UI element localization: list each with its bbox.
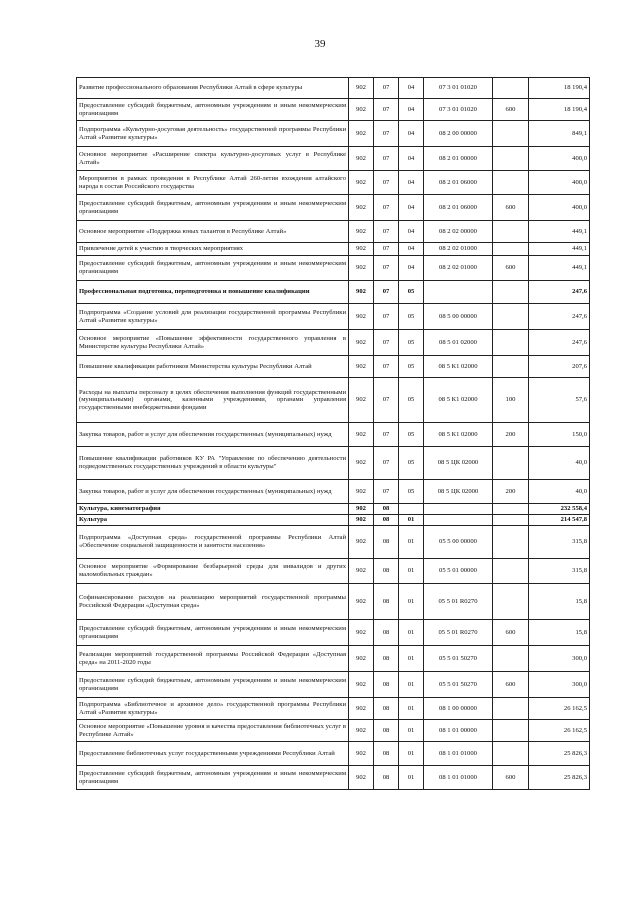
row-expense-type-cell — [493, 698, 529, 720]
row-subsection-cell: 04 — [399, 256, 424, 281]
row-subsection-cell: 01 — [399, 515, 424, 526]
row-subsection-cell: 01 — [399, 646, 424, 672]
row-section-cell: 07 — [374, 356, 399, 378]
row-amount-cell: 315,8 — [529, 526, 590, 559]
table-row — [77, 559, 590, 584]
row-subsection-cell: 04 — [399, 147, 424, 171]
table-row — [77, 256, 590, 281]
row-name-cell: Повышение квалификации работников Министерства культуры Республики Алтай — [77, 356, 349, 378]
row-target-article-cell: 08 5 01 02000 — [424, 330, 493, 356]
row-section-cell: 07 — [374, 147, 399, 171]
row-expense-type-cell — [493, 221, 529, 243]
row-subsection-cell: 04 — [399, 99, 424, 121]
row-section-cell: 08 — [374, 742, 399, 766]
row-target-article-cell: 07 3 01 01020 — [424, 99, 493, 121]
row-subsection-cell: 04 — [399, 195, 424, 221]
row-section-cell: 07 — [374, 78, 399, 99]
row-amount-cell: 449,1 — [529, 256, 590, 281]
table-row — [77, 121, 590, 147]
row-target-article-cell: 08 5 К1 02000 — [424, 356, 493, 378]
row-target-article-cell: 08 5 ЦК 02000 — [424, 447, 493, 480]
row-amount-cell: 315,8 — [529, 559, 590, 584]
row-grbs-cell: 902 — [349, 256, 374, 281]
row-expense-type-cell: 200 — [493, 423, 529, 447]
row-section-cell: 07 — [374, 423, 399, 447]
row-amount-cell: 849,1 — [529, 121, 590, 147]
row-amount-cell: 207,6 — [529, 356, 590, 378]
table-row — [77, 243, 590, 256]
table-row — [77, 504, 590, 515]
row-amount-cell: 40,0 — [529, 447, 590, 480]
page-number: 39 — [314, 38, 326, 50]
row-name-cell: Развитие профессионального образования Республики Алтай в сфере культуры — [77, 78, 349, 99]
row-target-article-cell: 08 1 01 01000 — [424, 742, 493, 766]
row-name-cell: Реализация мероприятий государственной программы Российской Федерации «Доступная среда» на 2011-2020 годы — [77, 646, 349, 672]
row-name-cell: Закупка товаров, работ и услуг для обеспечения государственных (муниципальных) нужд — [77, 423, 349, 447]
row-target-article-cell: 08 2 01 06000 — [424, 195, 493, 221]
row-target-article-cell: 08 1 01 00000 — [424, 720, 493, 742]
row-expense-type-cell — [493, 720, 529, 742]
row-subsection-cell: 05 — [399, 447, 424, 480]
row-grbs-cell: 902 — [349, 304, 374, 330]
row-expense-type-cell — [493, 559, 529, 584]
row-target-article-cell: 08 2 01 06000 — [424, 171, 493, 195]
row-grbs-cell: 902 — [349, 646, 374, 672]
row-subsection-cell: 04 — [399, 171, 424, 195]
table-row — [77, 195, 590, 221]
row-section-cell: 07 — [374, 221, 399, 243]
row-target-article-cell — [424, 504, 493, 515]
row-section-cell: 08 — [374, 766, 399, 790]
row-amount-cell: 25 826,3 — [529, 766, 590, 790]
row-grbs-cell: 902 — [349, 281, 374, 304]
table-row — [77, 480, 590, 504]
row-target-article-cell: 08 1 00 00000 — [424, 698, 493, 720]
row-name-cell: Подпрограмма «Доступная среда» государственной программы Республики Алтай «Обеспечение социальной защищенности и занятости населения» — [77, 526, 349, 559]
row-subsection-cell: 05 — [399, 281, 424, 304]
table-row — [77, 584, 590, 620]
row-name-cell: Закупка товаров, работ и услуг для обеспечения государственных (муниципальных) нужд — [77, 480, 349, 504]
row-subsection-cell: 01 — [399, 672, 424, 698]
row-expense-type-cell — [493, 171, 529, 195]
row-expense-type-cell: 600 — [493, 256, 529, 281]
row-subsection-cell: 01 — [399, 620, 424, 646]
row-amount-cell: 400,0 — [529, 195, 590, 221]
row-grbs-cell: 902 — [349, 742, 374, 766]
row-grbs-cell: 902 — [349, 171, 374, 195]
row-name-cell: Предоставление субсидий бюджетным, автономным учреждениям и иным некоммерческим организациям — [77, 99, 349, 121]
row-subsection-cell: 05 — [399, 423, 424, 447]
row-target-article-cell: 05 5 01 50270 — [424, 672, 493, 698]
row-grbs-cell: 902 — [349, 504, 374, 515]
row-grbs-cell: 902 — [349, 584, 374, 620]
row-target-article-cell — [424, 281, 493, 304]
row-amount-cell: 15,8 — [529, 620, 590, 646]
row-name-cell: Софинансирование расходов на реализацию мероприятий государственной программы Российской Федерации «Доступная среда» — [77, 584, 349, 620]
row-name-cell: Профессиональная подготовка, переподготовка и повышение квалификации — [77, 281, 349, 304]
row-expense-type-cell — [493, 330, 529, 356]
row-grbs-cell: 902 — [349, 559, 374, 584]
table-body — [77, 78, 590, 790]
row-grbs-cell: 902 — [349, 378, 374, 423]
row-grbs-cell: 902 — [349, 447, 374, 480]
table-row — [77, 330, 590, 356]
row-name-cell: Мероприятия в рамках проведения в Республике Алтай 260-летия вхождения алтайского народа в состав Российского государства — [77, 171, 349, 195]
row-amount-cell: 300,0 — [529, 646, 590, 672]
row-subsection-cell: 05 — [399, 480, 424, 504]
row-grbs-cell: 902 — [349, 99, 374, 121]
row-grbs-cell: 902 — [349, 698, 374, 720]
row-grbs-cell: 902 — [349, 620, 374, 646]
row-subsection-cell: 01 — [399, 559, 424, 584]
row-section-cell: 07 — [374, 243, 399, 256]
row-expense-type-cell — [493, 356, 529, 378]
row-expense-type-cell — [493, 584, 529, 620]
row-subsection-cell: 01 — [399, 584, 424, 620]
row-target-article-cell: 05 5 01 50270 — [424, 646, 493, 672]
row-target-article-cell: 08 2 02 00000 — [424, 221, 493, 243]
row-name-cell: Привлечение детей к участию в творческих мероприятиях — [77, 243, 349, 256]
row-expense-type-cell: 600 — [493, 672, 529, 698]
row-amount-cell: 26 162,5 — [529, 720, 590, 742]
table-row — [77, 766, 590, 790]
row-target-article-cell: 08 5 К1 02000 — [424, 423, 493, 447]
row-subsection-cell: 01 — [399, 766, 424, 790]
row-section-cell: 07 — [374, 378, 399, 423]
row-amount-cell: 400,0 — [529, 171, 590, 195]
row-amount-cell: 300,0 — [529, 672, 590, 698]
row-section-cell: 08 — [374, 559, 399, 584]
row-expense-type-cell: 200 — [493, 480, 529, 504]
row-subsection-cell: 01 — [399, 742, 424, 766]
table-row — [77, 304, 590, 330]
table-row — [77, 620, 590, 646]
row-name-cell: Предоставление субсидий бюджетным, автономным учреждениям и иным некоммерческим организациям — [77, 766, 349, 790]
row-amount-cell: 247,6 — [529, 304, 590, 330]
row-section-cell: 07 — [374, 99, 399, 121]
row-name-cell: Подпрограмма «Культурно-досуговая деятельность» государственной программы Республики Алтай «Развитие культуры» — [77, 121, 349, 147]
table-row — [77, 378, 590, 423]
row-amount-cell: 18 190,4 — [529, 99, 590, 121]
row-section-cell: 08 — [374, 620, 399, 646]
row-expense-type-cell: 600 — [493, 195, 529, 221]
row-section-cell: 08 — [374, 526, 399, 559]
row-grbs-cell: 902 — [349, 221, 374, 243]
row-amount-cell: 247,6 — [529, 281, 590, 304]
row-target-article-cell — [424, 515, 493, 526]
row-expense-type-cell: 600 — [493, 99, 529, 121]
row-name-cell: Подпрограмма «Библиотечное и архивное дело» государственной программы Республики Алтай «Развитие культуры» — [77, 698, 349, 720]
row-grbs-cell: 902 — [349, 672, 374, 698]
row-grbs-cell: 902 — [349, 515, 374, 526]
table-row — [77, 672, 590, 698]
row-expense-type-cell — [493, 147, 529, 171]
table-row — [77, 720, 590, 742]
row-expense-type-cell — [493, 281, 529, 304]
table-row — [77, 447, 590, 480]
row-expense-type-cell — [493, 447, 529, 480]
table-row — [77, 515, 590, 526]
row-name-cell: Предоставление субсидий бюджетным, автономным учреждениям и иным некоммерческим организациям — [77, 672, 349, 698]
row-expense-type-cell — [493, 515, 529, 526]
row-section-cell: 08 — [374, 584, 399, 620]
row-grbs-cell: 902 — [349, 480, 374, 504]
row-section-cell: 07 — [374, 256, 399, 281]
row-section-cell: 07 — [374, 171, 399, 195]
row-name-cell: Основное мероприятие «Расширение спектра культурно-досуговых услуг в Республике Алтай» — [77, 147, 349, 171]
row-section-cell: 08 — [374, 698, 399, 720]
row-amount-cell: 449,1 — [529, 243, 590, 256]
row-section-cell: 07 — [374, 304, 399, 330]
row-amount-cell: 40,0 — [529, 480, 590, 504]
row-target-article-cell: 07 3 01 01020 — [424, 78, 493, 99]
row-subsection-cell: 04 — [399, 78, 424, 99]
row-name-cell: Повышение квалификации работников КУ РА "Управление по обеспечению деятельности подведомственных государственных учреждений в области культуры" — [77, 447, 349, 480]
row-expense-type-cell — [493, 243, 529, 256]
table-row — [77, 221, 590, 243]
row-grbs-cell: 902 — [349, 423, 374, 447]
row-name-cell: Предоставление субсидий бюджетным, автономным учреждениям и иным некоммерческим организациям — [77, 620, 349, 646]
row-name-cell: Основное мероприятие «Формирование безбарьерной среды для инвалидов и других маломобильных граждан» — [77, 559, 349, 584]
row-section-cell: 07 — [374, 480, 399, 504]
row-name-cell: Культура, кинематография — [77, 504, 349, 515]
row-expense-type-cell: 600 — [493, 766, 529, 790]
table-row — [77, 147, 590, 171]
row-name-cell: Культура — [77, 515, 349, 526]
row-subsection-cell: 04 — [399, 221, 424, 243]
row-section-cell: 08 — [374, 672, 399, 698]
table-row — [77, 698, 590, 720]
table-row — [77, 281, 590, 304]
row-amount-cell: 15,8 — [529, 584, 590, 620]
row-name-cell: Основное мероприятие «Повышение эффективности государственного управления в Министерстве культуры Республики Алтай» — [77, 330, 349, 356]
row-expense-type-cell — [493, 121, 529, 147]
row-grbs-cell: 902 — [349, 330, 374, 356]
row-name-cell: Предоставление библиотечных услуг государственными учреждениями Республики Алтай — [77, 742, 349, 766]
row-grbs-cell: 902 — [349, 147, 374, 171]
row-section-cell: 07 — [374, 330, 399, 356]
row-amount-cell: 214 547,8 — [529, 515, 590, 526]
row-expense-type-cell — [493, 504, 529, 515]
row-amount-cell: 25 826,3 — [529, 742, 590, 766]
row-grbs-cell: 902 — [349, 121, 374, 147]
row-amount-cell: 232 558,4 — [529, 504, 590, 515]
row-target-article-cell: 08 5 ЦК 02000 — [424, 480, 493, 504]
row-name-cell: Предоставление субсидий бюджетным, автономным учреждениям и иным некоммерческим организациям — [77, 256, 349, 281]
row-target-article-cell: 05 5 00 00000 — [424, 526, 493, 559]
row-grbs-cell: 902 — [349, 766, 374, 790]
table-row — [77, 646, 590, 672]
row-expense-type-cell — [493, 526, 529, 559]
row-expense-type-cell — [493, 646, 529, 672]
row-target-article-cell: 08 5 К1 02000 — [424, 378, 493, 423]
row-target-article-cell: 05 5 01 R0270 — [424, 620, 493, 646]
row-expense-type-cell: 100 — [493, 378, 529, 423]
row-subsection-cell: 05 — [399, 356, 424, 378]
row-amount-cell: 18 190,4 — [529, 78, 590, 99]
row-target-article-cell: 05 5 01 00000 — [424, 559, 493, 584]
row-target-article-cell: 05 5 01 R0270 — [424, 584, 493, 620]
row-name-cell: Подпрограмма «Создание условий для реализации государственной программы Республики Алтай «Развитие культуры» — [77, 304, 349, 330]
row-target-article-cell: 08 2 02 01000 — [424, 243, 493, 256]
row-section-cell: 07 — [374, 195, 399, 221]
row-grbs-cell: 902 — [349, 78, 374, 99]
row-subsection-cell: 04 — [399, 243, 424, 256]
row-target-article-cell: 08 2 01 00000 — [424, 147, 493, 171]
row-name-cell: Основное мероприятие «Повышение уровня и качества предоставления библиотечных услуг в Республике Алтай» — [77, 720, 349, 742]
row-subsection-cell: 01 — [399, 698, 424, 720]
row-grbs-cell: 902 — [349, 526, 374, 559]
row-amount-cell: 26 162,5 — [529, 698, 590, 720]
row-amount-cell: 247,6 — [529, 330, 590, 356]
table-row — [77, 99, 590, 121]
table-row — [77, 356, 590, 378]
row-subsection-cell — [399, 504, 424, 515]
row-amount-cell: 57,6 — [529, 378, 590, 423]
row-subsection-cell: 04 — [399, 121, 424, 147]
row-expense-type-cell — [493, 304, 529, 330]
row-section-cell: 07 — [374, 447, 399, 480]
row-amount-cell: 449,1 — [529, 221, 590, 243]
row-target-article-cell: 08 1 01 01000 — [424, 766, 493, 790]
row-grbs-cell: 902 — [349, 195, 374, 221]
row-amount-cell: 400,0 — [529, 147, 590, 171]
table-row — [77, 171, 590, 195]
row-grbs-cell: 902 — [349, 243, 374, 256]
row-subsection-cell: 01 — [399, 720, 424, 742]
row-subsection-cell: 05 — [399, 330, 424, 356]
row-name-cell: Предоставление субсидий бюджетным, автономным учреждениям и иным некоммерческим организациям — [77, 195, 349, 221]
row-grbs-cell: 902 — [349, 720, 374, 742]
row-subsection-cell: 05 — [399, 304, 424, 330]
row-target-article-cell: 08 5 00 00000 — [424, 304, 493, 330]
table-row — [77, 742, 590, 766]
row-expense-type-cell — [493, 742, 529, 766]
table-row — [77, 423, 590, 447]
row-name-cell: Основное мероприятие «Поддержка юных талантов в Республике Алтай» — [77, 221, 349, 243]
row-target-article-cell: 08 2 00 00000 — [424, 121, 493, 147]
budget-table — [76, 77, 590, 790]
row-expense-type-cell — [493, 78, 529, 99]
row-target-article-cell: 08 2 02 01000 — [424, 256, 493, 281]
row-section-cell: 07 — [374, 281, 399, 304]
row-section-cell: 08 — [374, 504, 399, 515]
row-expense-type-cell: 600 — [493, 620, 529, 646]
row-section-cell: 08 — [374, 515, 399, 526]
row-subsection-cell: 01 — [399, 526, 424, 559]
row-section-cell: 07 — [374, 121, 399, 147]
row-subsection-cell: 05 — [399, 378, 424, 423]
row-name-cell: Расходы на выплаты персоналу в целях обеспечения выполнения функций государственными (муниципальными) органами, казенными учреждениями, органами управления государственными внебюджетными фондами — [77, 378, 349, 423]
row-amount-cell: 150,0 — [529, 423, 590, 447]
table-row — [77, 78, 590, 99]
row-grbs-cell: 902 — [349, 356, 374, 378]
row-section-cell: 08 — [374, 646, 399, 672]
row-section-cell: 08 — [374, 720, 399, 742]
table-row — [77, 526, 590, 559]
